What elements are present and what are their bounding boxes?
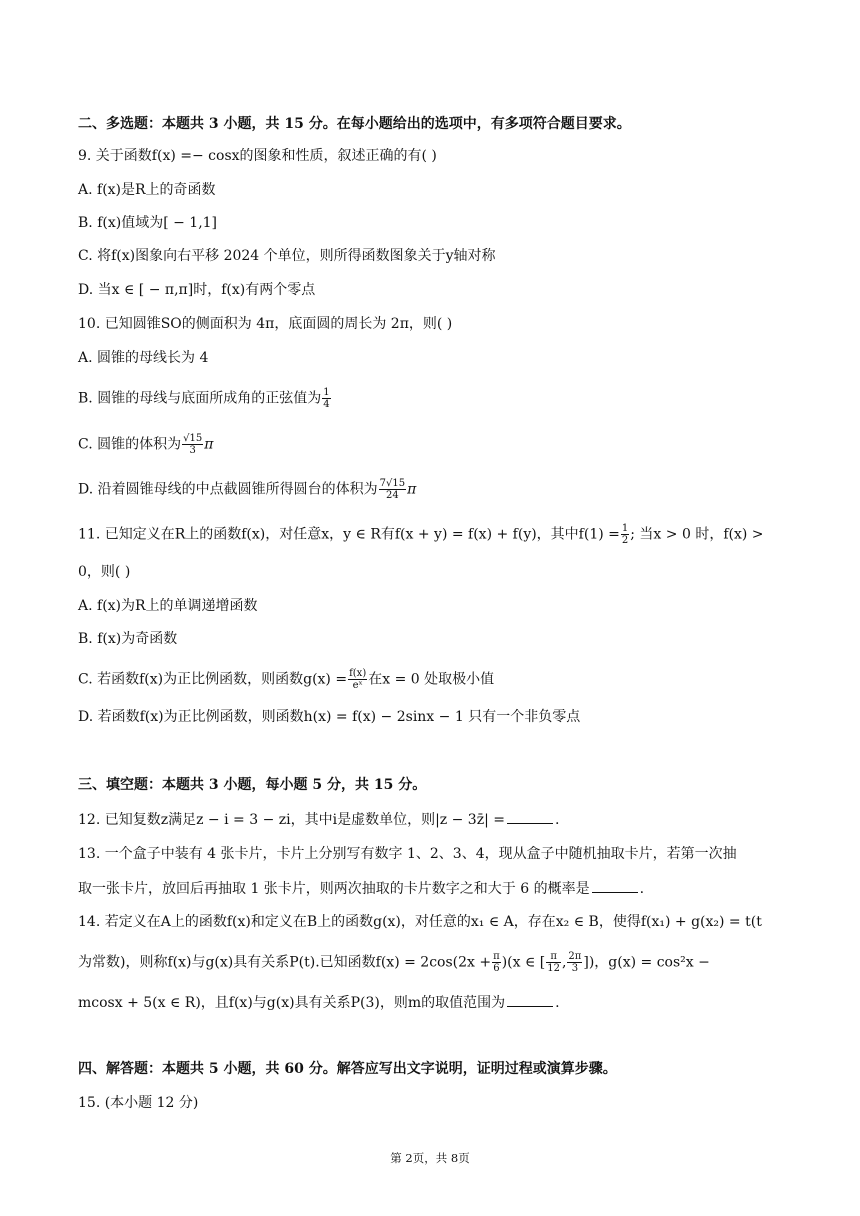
q10-option-b-text: B. 圆锥的母线与底面所成角的正弦值为 (78, 390, 322, 407)
q11-stem-line2: 0，则( ) (78, 564, 131, 580)
fraction: $\frac{\pi}{12}$ (547, 951, 560, 974)
fraction: $\frac{1}{2}$ (621, 523, 629, 546)
fraction: $\frac{7√15}{24}$ (379, 478, 406, 501)
q11-option-d: D. 若函数f(x)为正比例函数，则函数h(x) = f(x) − 2sinx − 1 只有一个非负零点 (78, 709, 581, 725)
q9-stem: 9. 关于函数f(x) =− cosx的图象和性质，叙述正确的有( ) (78, 148, 437, 164)
q9-option-c: C. 将f(x)图象向右平移 2024 个单位，则所得函数图象关于y轴对称 (78, 248, 496, 264)
section-2-heading: 二、多选题：本题共 3 小题，共 15 分。在每小题给出的选项中，有多项符合题目要求。 (78, 116, 631, 132)
q15-stem: 15. (本小题 12 分) (78, 1095, 199, 1111)
fraction: $\frac{1}{4}$ (323, 387, 330, 410)
q10-option-d: D. 沿着圆锥母线的中点截圆锥所得圆台的体积为 $\frac{7√15}{24}$ π (78, 478, 417, 501)
q14-line2: 为常数)，则称f(x)与g(x)具有关系P(t).已知函数f(x) = 2cos(2x + $\frac{\pi}{6}$ )(x ∈ [ $\frac{\pi}{12}$ , $\frac{2\pi}{3}$ ])，g(x) = cos²x − (78, 951, 710, 974)
q13-line2: 取一张卡片，放回后再抽取 1 张卡片，则两次抽取的卡片数字之和大于 6 的概率是 . (78, 878, 644, 899)
q10-option-b (78, 387, 332, 410)
q11-option-c: C. 若函数f(x)为正比例函数，则函数g(x) = $\frac{f(x)}{\text{eˣ}}$ 在x = 0 处取极小值 (78, 668, 495, 691)
q13-line1: 13. 一个盒子中装有 4 张卡片，卡片上分别写有数字 1、2、3、4，现从盒子中随机抽取卡片，若第一次抽 (78, 846, 737, 862)
q11-option-a: A. f(x)为R上的单调递增函数 (78, 598, 258, 614)
page-footer: 第 2页，共 8页 (390, 1151, 470, 1165)
section-3-heading: 三、填空题：本题共 3 小题，每小题 5 分，共 15 分。 (78, 777, 427, 793)
q14-line1: 14. 若定义在A上的函数f(x)和定义在B上的函数g(x)，对任意的x₁ ∈ A，存在x₂ ∈ B，使得f(x₁) + g(x₂) = t(t (78, 914, 762, 930)
q9-option-d: D. 当x ∈ [ − π,π]时，f(x)有两个零点 (78, 282, 316, 298)
q14-line3: mcosx + 5(x ∈ R)，且f(x)与g(x)具有关系P(3)，则m的取值范围为 . (78, 992, 560, 1013)
fraction: $\frac{2\pi}{3}$ (568, 951, 582, 974)
q9-option-a: A. f(x)是R上的奇函数 (78, 182, 216, 198)
section-4-heading: 四、解答题：本题共 5 小题，共 60 分。解答应写出文字说明，证明过程或演算步骤。 (78, 1061, 617, 1077)
answer-blank (507, 809, 553, 824)
q10-stem: 10. 已知圆锥SO的侧面积为 4π，底面圆的周长为 2π，则( ) (78, 316, 453, 332)
answer-blank (507, 992, 553, 1007)
q12-stem: 12. 已知复数z满足z − i = 3 − zi，其中i是虚数单位，则|z − 3z̄| = . (78, 809, 559, 830)
answer-blank (592, 878, 638, 893)
fraction: $\frac{f(x)}{\text{eˣ}}$ (349, 668, 367, 691)
q10-option-c: C. 圆锥的体积为 $\frac{√15}{3}$ π (78, 433, 214, 456)
q10-option-a: A. 圆锥的母线长为 4 (78, 350, 209, 366)
q9-option-b: B. f(x)值域为[ − 1,1] (78, 215, 218, 231)
q10-option-d-text: D. 沿着圆锥母线的中点截圆锥所得圆台的体积为 (78, 481, 378, 498)
fraction: $\frac{\pi}{6}$ (493, 951, 500, 974)
q11-option-b: B. f(x)为奇函数 (78, 631, 178, 647)
q11-stem-line1: 11. 已知定义在R上的函数f(x)，对任意x，y ∈ R有f(x + y) = f(x) + f(y)，其中f(1) = $\frac{1}{2}$ ; 当x > 0 时，f(x) > (78, 523, 764, 546)
fraction: $\frac{√15}{3}$ (183, 433, 203, 456)
q10-option-c-text: C. 圆锥的体积为 (78, 436, 182, 453)
